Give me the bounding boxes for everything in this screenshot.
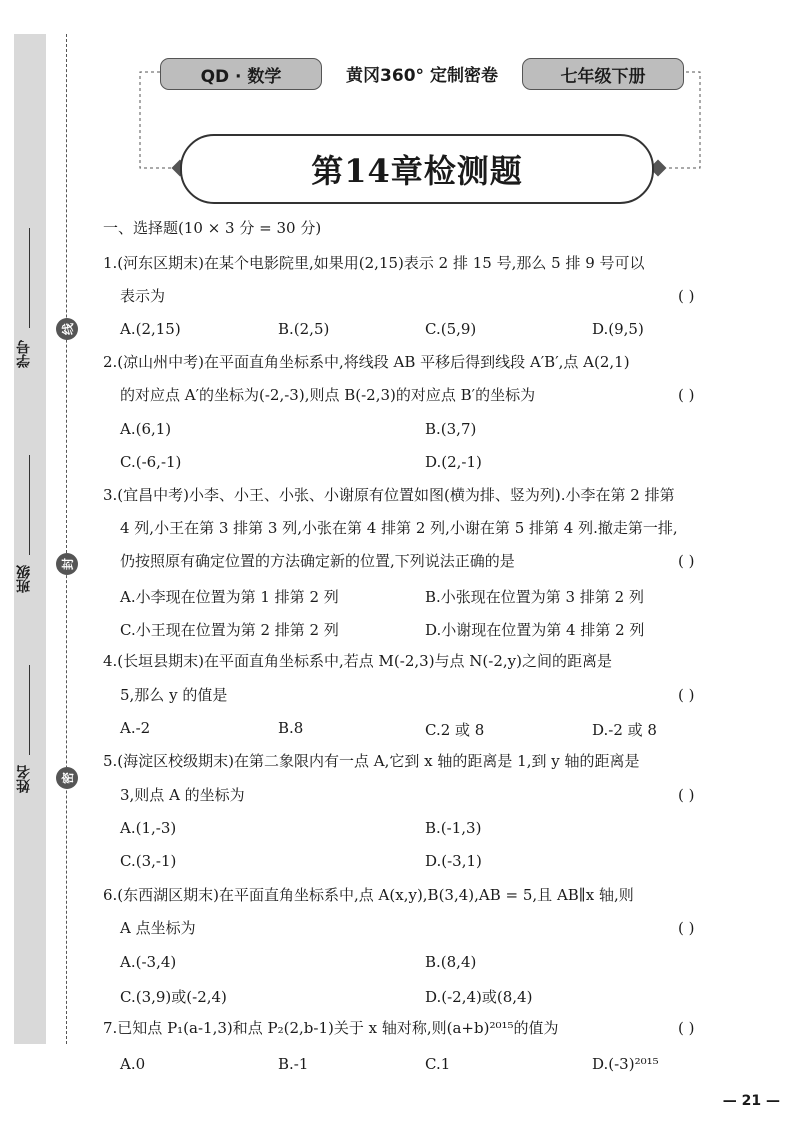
binding-margin (14, 34, 46, 1044)
grade-pill: 七年级下册 (522, 58, 684, 90)
q3-option-b: B.小张现在位置为第 3 排第 2 列 (425, 588, 644, 606)
section-heading: 一、选择题(10 × 3 分 = 30 分) (103, 219, 322, 237)
q7-line-1: 7.已知点 P₁(a-1,3)和点 P₂(2,b-1)关于 x 轴对称,则(a+b)²⁰¹⁵的值为 (103, 1019, 559, 1037)
seal-line-mark: 线 (56, 318, 78, 340)
q1-option-a: A.(2,15) (120, 320, 181, 338)
q2-line-1: 2.(凉山州中考)在平面直角坐标系中,将线段 AB 平移后得到线段 A′B′,点 A(2,1) (103, 353, 630, 371)
page-number: — 21 — (722, 1093, 780, 1109)
q1-option-d: D.(9,5) (592, 320, 644, 338)
q1-answer-blank: ( ) (678, 287, 695, 305)
q6-line-1: 6.(东西湖区期末)在平面直角坐标系中,点 A(x,y),B(3,4),AB = 5,且 AB∥x 轴,则 (103, 886, 634, 904)
q4-option-b: B.8 (278, 719, 304, 737)
q7-answer-blank: ( ) (678, 1019, 695, 1037)
q3-line-1: 3.(宜昌中考)小李、小王、小张、小谢原有位置如图(横为排、竖为列).小李在第 2 排第 (103, 486, 675, 504)
q6-line-2: A 点坐标为 (120, 919, 196, 937)
class-fill-line (29, 455, 30, 555)
q7-option-c: C.1 (425, 1055, 451, 1073)
q5-option-c: C.(3,-1) (120, 852, 177, 870)
q5-answer-blank: ( ) (678, 786, 695, 804)
q4-option-a: A.-2 (120, 719, 151, 737)
q6-option-a: A.(-3,4) (120, 953, 177, 971)
q3-option-a: A.小李现在位置为第 1 排第 2 列 (120, 588, 339, 606)
q1-option-b: B.(2,5) (278, 320, 330, 338)
q4-option-d: D.-2 或 8 (592, 721, 657, 739)
q7-option-a: A.0 (120, 1055, 146, 1073)
q4-option-c: C.2 或 8 (425, 721, 485, 739)
q4-line-2: 5,那么 y 的值是 (120, 686, 228, 704)
q6-answer-blank: ( ) (678, 919, 695, 937)
q1-option-c: C.(5,9) (425, 320, 477, 338)
q6-option-b: B.(8,4) (425, 953, 477, 971)
q2-answer-blank: ( ) (678, 386, 695, 404)
seal-secret-mark: 密 (56, 767, 78, 789)
q3-line-3: 仍按照原有确定位置的方法确定新的位置,下列说法正确的是 (120, 552, 515, 570)
name-label: 姓名 (16, 765, 32, 793)
subject-pill: QD · 数学 (160, 58, 322, 90)
q7-option-d: D.(-3)²⁰¹⁵ (592, 1055, 659, 1073)
q2-line-2: 的对应点 A′的坐标为(-2,-3),则点 B(-2,3)的对应点 B′的坐标为 (120, 386, 536, 404)
q3-line-2: 4 列,小王在第 3 排第 3 列,小张在第 4 排第 2 列,小谢在第 5 排第 4 列.撤走第一排, (120, 519, 678, 537)
student-id-label: 学号 (16, 340, 32, 368)
q2-option-d: D.(2,-1) (425, 453, 482, 471)
page-title: 第14章检测题 (180, 134, 654, 204)
q5-line-2: 3,则点 A 的坐标为 (120, 786, 245, 804)
q5-option-a: A.(1,-3) (120, 819, 177, 837)
seal-cut-line (66, 34, 67, 1044)
q6-option-c: C.(3,9)或(-2,4) (120, 988, 227, 1006)
q4-line-1: 4.(长垣县期末)在平面直角坐标系中,若点 M(-2,3)与点 N(-2,y)之间的距离是 (103, 652, 612, 670)
class-label: 班级 (16, 565, 32, 593)
student-id-fill-line (29, 228, 30, 328)
q7-option-b: B.-1 (278, 1055, 309, 1073)
name-fill-line (29, 665, 30, 755)
q5-option-b: B.(-1,3) (425, 819, 482, 837)
q1-line-1: 1.(河东区期末)在某个电影院里,如果用(2,15)表示 2 排 15 号,那么 5 排 9 号可以 (103, 254, 645, 272)
q2-option-a: A.(6,1) (120, 420, 172, 438)
q3-answer-blank: ( ) (678, 552, 695, 570)
q3-option-c: C.小王现在位置为第 2 排第 2 列 (120, 621, 339, 639)
q2-option-b: B.(3,7) (425, 420, 477, 438)
q5-option-d: D.(-3,1) (425, 852, 482, 870)
series-name: 黄冈360° 定制密卷 (346, 65, 498, 86)
q5-line-1: 5.(海淀区校级期末)在第二象限内有一点 A,它到 x 轴的距离是 1,到 y 轴的距离是 (103, 752, 640, 770)
q2-option-c: C.(-6,-1) (120, 453, 182, 471)
q4-answer-blank: ( ) (678, 686, 695, 704)
q6-option-d: D.(-2,4)或(8,4) (425, 988, 533, 1006)
q1-line-2: 表示为 (120, 287, 166, 305)
seal-seal-mark: 封 (56, 553, 78, 575)
q3-option-d: D.小谢现在位置为第 4 排第 2 列 (425, 621, 645, 639)
